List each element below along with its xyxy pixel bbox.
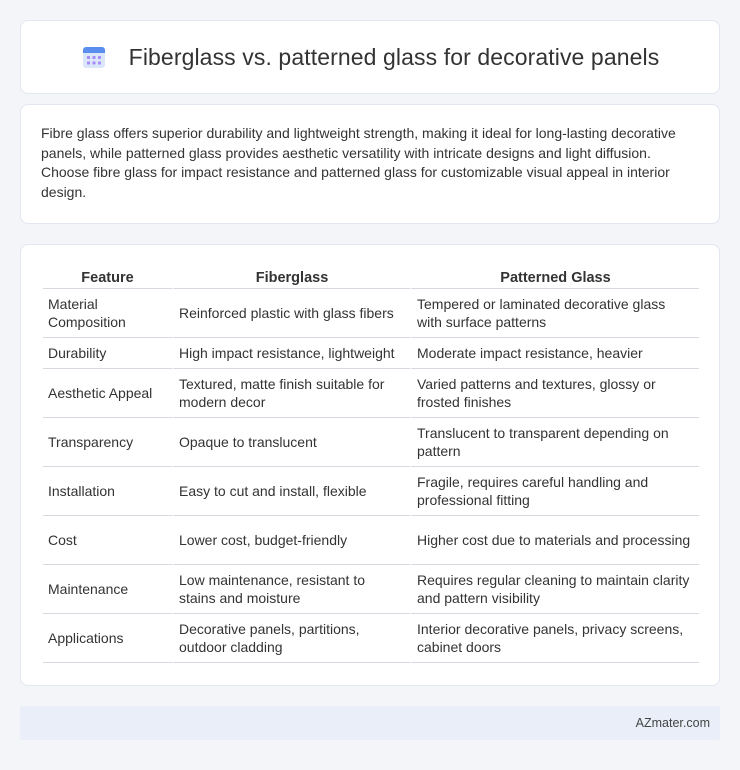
fiberglass-cell: Textured, matte finish suitable for modern decor [172,369,410,418]
table-row [43,369,699,418]
table-row [43,418,699,467]
fiberglass-cell: Opaque to translucent [172,418,410,467]
header-card [20,20,720,94]
table-row [43,289,699,338]
patterned-glass-cell: Interior decorative panels, privacy screens, cabinet doors [410,614,699,663]
page-title: Fiberglass vs. patterned glass for decorative panels [128,43,660,70]
footer-brand[interactable]: AZmater.com [635,716,710,730]
fiberglass-cell: Easy to cut and install, flexible [172,467,410,516]
summary-text: Fibre glass offers superior durability and lightweight strength, making it ideal for long-lasting decorative panels, while patterned glass provides aesthetic versatility with intricate designs and light diffusion. Choose fibre glass for impact resistance and patterned glass for customizable visual appeal in interior design. [41,125,676,200]
calendar-grid-icon [81,44,107,70]
column-header-feature: Feature [43,265,172,289]
table-row [43,614,699,663]
patterned-glass-cell: Fragile, requires careful handling and professional fitting [410,467,699,516]
fiberglass-cell: High impact resistance, lightweight [172,338,410,369]
table-row [43,565,699,614]
comparison-table-card [20,244,720,686]
patterned-glass-cell: Requires regular cleaning to maintain clarity and pattern visibility [410,565,699,614]
patterned-glass-cell: Higher cost due to materials and processing [410,516,699,565]
feature-cell: Aesthetic Appeal [43,369,172,418]
feature-cell: Installation [43,467,172,516]
feature-cell: Durability [43,338,172,369]
table-row [43,467,699,516]
footer-bar [20,706,720,740]
column-header-patterned-glass: Patterned Glass [410,265,699,289]
patterned-glass-cell: Tempered or laminated decorative glass with surface patterns [410,289,699,338]
comparison-table [43,265,699,663]
summary-card [20,104,720,224]
fiberglass-cell: Decorative panels, partitions, outdoor cladding [172,614,410,663]
patterned-glass-cell: Translucent to transparent depending on pattern [410,418,699,467]
column-header-fiberglass: Fiberglass [172,265,410,289]
table-header-row [43,265,699,289]
feature-cell: Cost [43,516,172,565]
feature-cell: Material Composition [43,289,172,338]
table-row [43,516,699,565]
fiberglass-cell: Lower cost, budget-friendly [172,516,410,565]
feature-cell: Transparency [43,418,172,467]
feature-cell: Applications [43,614,172,663]
fiberglass-cell: Reinforced plastic with glass fibers [172,289,410,338]
fiberglass-cell: Low maintenance, resistant to stains and moisture [172,565,410,614]
feature-cell: Maintenance [43,565,172,614]
patterned-glass-cell: Varied patterns and textures, glossy or frosted finishes [410,369,699,418]
patterned-glass-cell: Moderate impact resistance, heavier [410,338,699,369]
table-row [43,338,699,369]
